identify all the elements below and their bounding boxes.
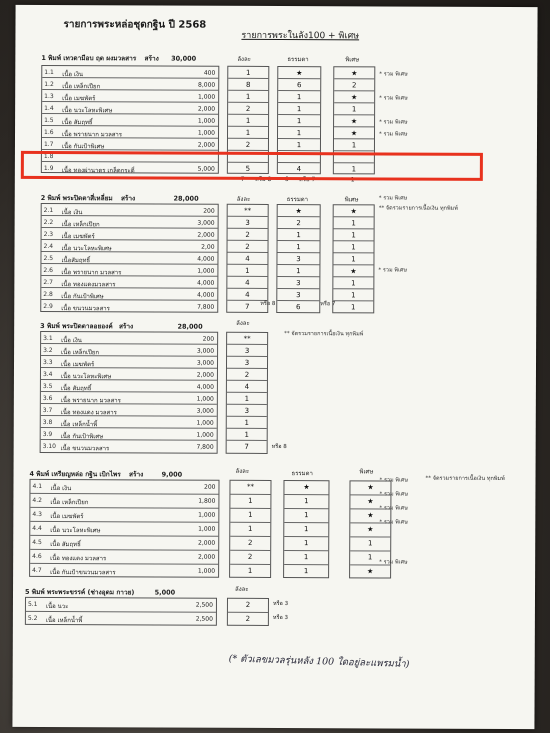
section-3-made-count: 28,000 (177, 322, 203, 331)
regular-value: 2 (296, 219, 301, 228)
section-2-regular-header: ธรรมดา (286, 196, 309, 204)
special-value: 1 (351, 219, 356, 228)
section-1-crate-alt: หรือ 8 (254, 175, 272, 183)
crate-value: 3 (245, 218, 250, 227)
regular-value: 1 (296, 141, 302, 150)
crate-value: 1 (248, 510, 253, 519)
table-row (30, 494, 218, 509)
item-quantity: 7,800 (197, 303, 215, 311)
section-4-regular-column (283, 480, 329, 578)
item-quantity: 2,000 (197, 553, 216, 561)
item-name: เนื้อ สัมฤทธิ์ (50, 541, 81, 549)
crate-alt-value: หรือ 3 (272, 600, 289, 608)
section-4-special-header: พิเศษ (359, 468, 374, 476)
item-quantity: 1,000 (197, 267, 215, 275)
regular-value: 1 (296, 231, 301, 240)
item-number: 1.5 (44, 116, 54, 125)
item-quantity: 200 (202, 335, 215, 343)
item-quantity: 4,000 (196, 383, 214, 391)
item-number: 1.9 (43, 164, 54, 173)
item-name: เนื้อ นวะโลหะพิเศษ (61, 245, 112, 253)
item-number: 2.6 (43, 266, 53, 275)
table-row (42, 216, 218, 229)
item-number: 4.2 (32, 496, 42, 504)
item-name: เนื้อ เมฆพัตร์ (61, 233, 95, 241)
crate-value: 2 (245, 230, 250, 239)
item-number: 3.9 (42, 430, 53, 439)
item-quantity: 1,800 (198, 497, 216, 505)
document-sheet (12, 5, 537, 729)
item-name: เนื้อ สัมฤทธิ์ (62, 119, 93, 127)
highlight-box (21, 151, 483, 184)
table-row (41, 404, 217, 417)
special-value: 1 (351, 279, 356, 288)
item-quantity: 2,500 (195, 601, 213, 609)
section-2-items-table (40, 203, 218, 313)
section-1-title: 1 พิมพ์ เทวดามีอบ ฤด ผงมวลสาร (41, 53, 137, 63)
regular-value: 4 (296, 165, 302, 174)
item-name: เนื้อ พรายนาก มวลสาร (61, 131, 123, 139)
item-quantity: 4,000 (197, 279, 215, 287)
item-name: เนื้อ กันเป้าขนวนมวลสาร (50, 569, 116, 577)
item-quantity: 2,000 (197, 231, 215, 239)
item-number: 1.7 (43, 140, 54, 149)
item-quantity: 2,500 (195, 615, 213, 623)
regular-value: 3 (296, 255, 301, 264)
item-quantity: 1,000 (197, 129, 216, 137)
section-5-items-table (25, 597, 217, 626)
item-name: เนื้อ เหล็กเปียก (61, 221, 100, 229)
item-number: 5.2 (27, 614, 38, 622)
crate-value: 2 (244, 370, 250, 379)
table-row (42, 126, 218, 139)
regular-value: 1 (304, 525, 309, 534)
table-row (41, 440, 217, 453)
section-4-crate-column (229, 480, 271, 578)
item-quantity: 400 (203, 69, 216, 77)
crate-value: 1 (246, 68, 251, 77)
section-3-crate-column (226, 332, 269, 454)
item-name: เนื้อ กันเป้าพิเศษ (61, 293, 104, 301)
special-note: * รวม พิเศษ (379, 71, 408, 78)
item-name: เนื้อ ทองผ่านาดร เกล็ดกระดี่ (61, 167, 135, 175)
item-quantity: 3,000 (196, 407, 214, 415)
crate-value: ** (246, 482, 254, 491)
special-note: * รวม พิเศษ (379, 95, 408, 102)
special-note: * รวม พิเศษ (379, 559, 408, 566)
special-note: * รวม พิเศษ (379, 505, 408, 512)
section-3-title: 3 พิมพ์ พระปิดตาลอยองค์ (40, 321, 113, 331)
section-2-crate-header: ลังละ (236, 195, 251, 203)
special-value: 1 (351, 105, 357, 114)
item-number: 2.2 (43, 218, 54, 227)
regular-value: ★ (296, 69, 303, 78)
item-quantity: 2,000 (198, 539, 216, 547)
crate-value: 1 (244, 394, 250, 403)
item-number: 4.6 (32, 552, 42, 560)
item-name: เนื้อ เมฆพัตร์ (62, 95, 96, 103)
item-name: เนื้อ พรายนาก มวลสาร (61, 269, 122, 277)
item-quantity: 2,000 (197, 105, 216, 113)
item-number: 2.3 (43, 230, 54, 239)
section-1-made-count: 30,000 (171, 54, 197, 63)
item-name: เนื้อ กันเป้าพิเศษ (61, 143, 105, 151)
section-2-special-header: พิเศษ (344, 196, 359, 204)
special-value: 1 (367, 553, 373, 562)
special-value: ★ (350, 207, 357, 216)
item-name: เนื้อ ทองแดง มวลสาร (50, 555, 107, 563)
regular-value: 1 (304, 497, 309, 506)
crate-value: 1 (248, 496, 253, 505)
crate-value: 5 (245, 164, 251, 173)
item-quantity: 1,000 (197, 567, 216, 575)
item-number: 3.4 (42, 370, 53, 379)
table-row (41, 300, 217, 313)
item-number: 4.7 (32, 566, 42, 574)
crate-value: 4 (245, 254, 250, 263)
regular-value: 1 (296, 117, 302, 126)
section-2-crate-column (226, 204, 268, 313)
item-quantity: 1,000 (196, 431, 214, 439)
item-name: เนื้อ นวะโลหะพิเศษ (60, 373, 112, 381)
section-1-crate-total: 7 (240, 175, 245, 183)
document-subtitle: รายการพระในลัง100 + พิเศษ (241, 30, 360, 42)
special-note: * รวม พิเศษ (379, 491, 409, 498)
item-quantity: 4,000 (197, 291, 215, 299)
item-quantity: 1,000 (196, 395, 214, 403)
item-number: 3.1 (43, 334, 53, 343)
regular-value: 1 (296, 267, 301, 276)
special-value: 1 (351, 291, 356, 300)
crate-alt-value: หรือ 3 (272, 614, 289, 622)
crate-value: 2 (245, 140, 251, 149)
item-number: 4.5 (32, 538, 42, 546)
item-name: เนื้อ นวะโลหะพิเศษ (62, 107, 113, 115)
crate-value: 2 (245, 242, 250, 251)
regular-value: ★ (295, 207, 302, 216)
regular-value: 1 (303, 553, 309, 562)
special-value: 2 (351, 81, 357, 90)
item-number: 2.5 (43, 254, 54, 263)
item-quantity: 4,000 (197, 255, 215, 263)
regular-value: 3 (296, 291, 301, 300)
crate-value: 3 (244, 346, 250, 355)
section-3-crate-alt: หรือ 8 (271, 443, 287, 451)
table-row (41, 264, 217, 277)
item-number: 3.7 (42, 406, 53, 415)
section-4-regular-header: ธรรมดา (291, 470, 313, 478)
crate-value: 4 (245, 290, 250, 299)
item-number: 2.4 (43, 242, 54, 251)
section-2-regular-alt: หรือ 7 (320, 301, 336, 308)
section-5-title: 5 พิมพ์ พระพระขรรค์ (ช่างอุดม กาวย) (24, 587, 135, 597)
item-quantity: 1,000 (198, 525, 216, 533)
table-row (41, 368, 217, 381)
item-name: เนื้อสัมฤทธิ์ (61, 257, 91, 265)
section-2-made-label: สร้าง (120, 194, 136, 203)
special-note: * รวม พิเศษ (378, 267, 407, 274)
item-name: เนื้อ นวะ (45, 603, 69, 611)
section-5-crate-header: ลังละ (235, 585, 249, 593)
section-4-heading (30, 469, 183, 480)
item-name: เนื้อ นวะโลหะพิเศษ (50, 527, 101, 535)
item-number: 3.6 (42, 394, 53, 403)
special-value: ★ (351, 93, 358, 102)
section-4-crate-header: ลังละ (235, 467, 250, 475)
item-name: เนื้อ เหล็กเปียก (61, 349, 100, 357)
item-number: 4.4 (32, 524, 42, 532)
item-number: 2.1 (43, 206, 54, 215)
section-5-heading (25, 587, 175, 598)
special-value: 1 (367, 539, 373, 548)
item-number: 5.1 (27, 600, 38, 608)
silver-grouping-note: ** จัดรวมรายการเนื้อเงิน ทุกพิมพ์ (378, 205, 458, 212)
item-quantity: 3,000 (196, 347, 215, 355)
table-row (30, 522, 218, 537)
item-number: 3.5 (42, 382, 53, 391)
item-name: เนื้อ เมฆพัตร์ (60, 361, 95, 369)
section-1-special-header: พิเศษ (345, 56, 360, 64)
special-value: ★ (350, 267, 357, 276)
table-row (30, 550, 218, 565)
table-row (41, 240, 217, 253)
item-number: 1.2 (44, 80, 54, 89)
crate-value: 1 (245, 92, 251, 101)
item-name: เนื้อ เงิน (62, 71, 84, 79)
table-row (26, 598, 216, 613)
special-value: ★ (350, 129, 358, 138)
section-5-made-count: 5,000 (154, 588, 176, 597)
regular-value: 1 (296, 93, 302, 102)
special-value: 1 (351, 243, 356, 252)
table-row (30, 564, 218, 579)
section-1-made-label: สร้าง (144, 54, 159, 63)
item-quantity: 2,00 (201, 243, 215, 251)
table-row (41, 252, 217, 265)
table-row (42, 90, 218, 103)
crate-value: 2 (247, 552, 253, 561)
table-row (41, 276, 217, 289)
special-note: * รวม พิเศษ (378, 195, 408, 202)
item-name: เนื้อ เมฆพัตร์ (50, 513, 84, 521)
item-quantity: 3,000 (197, 219, 215, 227)
crate-value: 1 (244, 430, 249, 439)
regular-value: 6 (296, 303, 301, 312)
item-name: เนื้อ สัมฤทธิ์ (60, 385, 92, 393)
section-2-heading (41, 193, 199, 204)
special-value: 1 (351, 303, 356, 312)
item-quantity: 7,800 (196, 443, 214, 451)
section-2-crate-alt: หรือ 8 (260, 300, 276, 308)
table-row (41, 380, 217, 393)
special-value: ★ (366, 567, 374, 576)
regular-value: 1 (303, 567, 309, 576)
item-quantity: 1,000 (197, 93, 216, 101)
section-1-heading (41, 53, 196, 64)
section-3-items-table (40, 331, 219, 454)
section-1-crate-header: ลังละ (237, 55, 251, 63)
table-row (41, 356, 217, 369)
item-number: 3.10 (42, 442, 57, 451)
item-number: 2.7 (43, 278, 53, 287)
special-note: * รวม พิเศษ (379, 131, 408, 138)
item-name: เนื้อ ทองแดง มวลสาร (60, 409, 117, 417)
crate-value: ** (244, 206, 252, 215)
table-row (41, 332, 217, 345)
item-name: เนื้อ ขนวนมวลสาร (61, 305, 110, 313)
silver-grouping-note: ** จัดรวมรายการเนื้อเงิน ทุกพิมพ์ (284, 331, 364, 338)
crate-value: 2 (245, 614, 251, 623)
item-name: เนื้อ เงิน (61, 337, 82, 345)
special-value: ★ (367, 525, 374, 534)
crate-value: 1 (245, 266, 250, 275)
table-row (42, 102, 218, 115)
item-quantity: 200 (203, 207, 215, 215)
item-quantity: 1,000 (197, 117, 216, 125)
crate-value: 1 (245, 128, 251, 137)
regular-value: 6 (296, 81, 302, 90)
item-name: เนื้อ เหล็กน้ำพี้ (45, 617, 83, 625)
crate-value: 1 (248, 524, 253, 533)
item-name: เนื้อ เงิน (50, 485, 72, 493)
crate-value: 2 (245, 600, 251, 609)
item-number: 1.3 (44, 92, 54, 101)
table-row (26, 612, 216, 627)
item-quantity: 1,000 (196, 419, 214, 427)
item-name: เนื้อ เงิน (61, 209, 83, 217)
item-name: เนื้อ เหล็กเปียก (62, 83, 101, 91)
table-row (30, 508, 218, 523)
section-1-regular-header: ธรรมดา (287, 56, 309, 64)
section-2-regular-column (276, 204, 320, 313)
item-quantity: 200 (204, 483, 216, 491)
crate-value: 3 (244, 358, 250, 367)
item-name: เนื้อ ทองแดงมวลสาร (61, 281, 116, 289)
item-number: 3.3 (43, 358, 53, 367)
item-number: 3.8 (42, 418, 53, 427)
crate-value: 1 (247, 566, 253, 575)
special-note: * รวม พิเศษ (379, 477, 409, 484)
regular-value: 3 (296, 279, 301, 288)
item-number: 4.1 (32, 482, 43, 490)
item-name: เนื้อ พรายนาก มวลสาร (60, 397, 121, 405)
regular-value: ★ (303, 483, 310, 492)
section-4-title: 4 พิมพ์ เหรียญหล่อ กฐิน เบิกไพร (29, 469, 121, 479)
crate-value: 4 (245, 278, 250, 287)
table-row (42, 228, 218, 241)
special-value: 1 (351, 255, 356, 264)
item-number: 1.4 (44, 104, 54, 113)
table-row (42, 114, 218, 127)
item-number: 1.1 (44, 68, 54, 77)
special-note: * รวม พิเศษ (379, 519, 408, 526)
section-2-title: 2 พิมพ์ พระปิดตาสี่เหลี่ยม (40, 193, 113, 203)
item-quantity: 2,000 (196, 371, 214, 379)
section-4-made-label: สร้าง (129, 470, 144, 479)
item-quantity: 8,000 (198, 81, 216, 89)
document-title: รายการพระหล่อชุดกฐิน ปี 2568 (63, 19, 207, 31)
item-quantity: 5,000 (197, 165, 215, 173)
table-row (30, 536, 218, 551)
special-value: 1 (351, 231, 356, 240)
special-value: ★ (351, 69, 358, 78)
crate-value: 8 (245, 80, 251, 89)
special-value: ★ (350, 117, 358, 126)
table-row (42, 138, 218, 151)
crate-value: 2 (247, 538, 253, 547)
regular-value: 1 (296, 129, 302, 138)
item-quantity: 3,000 (196, 359, 215, 367)
table-row (41, 392, 217, 405)
crate-value: 1 (245, 116, 251, 125)
crate-value: 3 (244, 406, 250, 415)
table-row (42, 78, 218, 91)
table-row (30, 480, 218, 495)
item-name: เนื้อ เหล็กเปียก (50, 499, 89, 507)
section-5-crate-column (227, 598, 269, 626)
table-row (41, 344, 217, 357)
regular-value: 1 (304, 511, 309, 520)
crate-value: 4 (244, 382, 250, 391)
section-1-special-total: 1 (350, 176, 355, 184)
section-1-regular-total: 6 (284, 176, 289, 184)
table-row (41, 288, 217, 301)
section-4-made-count: 9,000 (161, 470, 183, 479)
crate-value: 7 (245, 302, 250, 311)
item-name: เนื้อ เหล็กน้ำพี้ (60, 421, 98, 429)
special-value: ★ (367, 511, 374, 520)
item-quantity: 1,000 (198, 511, 216, 519)
item-name: เนื้อ กันเป้าพิเศษ (60, 433, 104, 441)
section-3-made-label: สร้าง (118, 322, 134, 331)
special-value: ★ (367, 497, 374, 506)
handwritten-note: (* ตัวเลขมวลรุ่นหลัง 100 ใดอยู่ละแพรมน้ำ) (228, 653, 410, 670)
special-value: 1 (351, 141, 357, 150)
item-number: 3.2 (43, 346, 53, 355)
crate-value: 7 (244, 442, 249, 451)
section-3-crate-header: ลังละ (236, 319, 250, 327)
item-number: 2.9 (43, 302, 53, 311)
special-value: ★ (367, 483, 374, 492)
special-value: 1 (351, 165, 357, 174)
crate-value: ** (243, 334, 251, 343)
table-row (41, 416, 217, 429)
section-2-special-column (332, 204, 374, 313)
table-row (42, 204, 218, 217)
item-number: 2.8 (43, 290, 53, 299)
section-4-items-table (29, 479, 219, 578)
silver-grouping-note: ** จัดรวมรายการเนื้อเงิน ทุกพิมพ์ (425, 475, 505, 483)
item-number: 1.6 (44, 128, 54, 137)
item-number: 1.8 (43, 152, 54, 161)
section-2-made-count: 28,000 (173, 194, 199, 203)
regular-value: 1 (296, 105, 302, 114)
item-quantity: 2,000 (197, 141, 215, 149)
crate-value: 1 (244, 418, 250, 427)
table-row (42, 66, 218, 79)
regular-value: 1 (296, 243, 301, 252)
item-name: เนื้อ ขนวนมวลสาร (60, 445, 110, 453)
crate-value: 2 (245, 104, 251, 113)
item-number: 4.3 (32, 510, 42, 518)
section-3-heading (40, 321, 202, 332)
regular-value: 1 (303, 539, 309, 548)
special-note: * รวม พิเศษ (379, 119, 408, 126)
section-1-regular-alt: หรือ 7 (298, 176, 316, 184)
table-row (41, 428, 217, 441)
